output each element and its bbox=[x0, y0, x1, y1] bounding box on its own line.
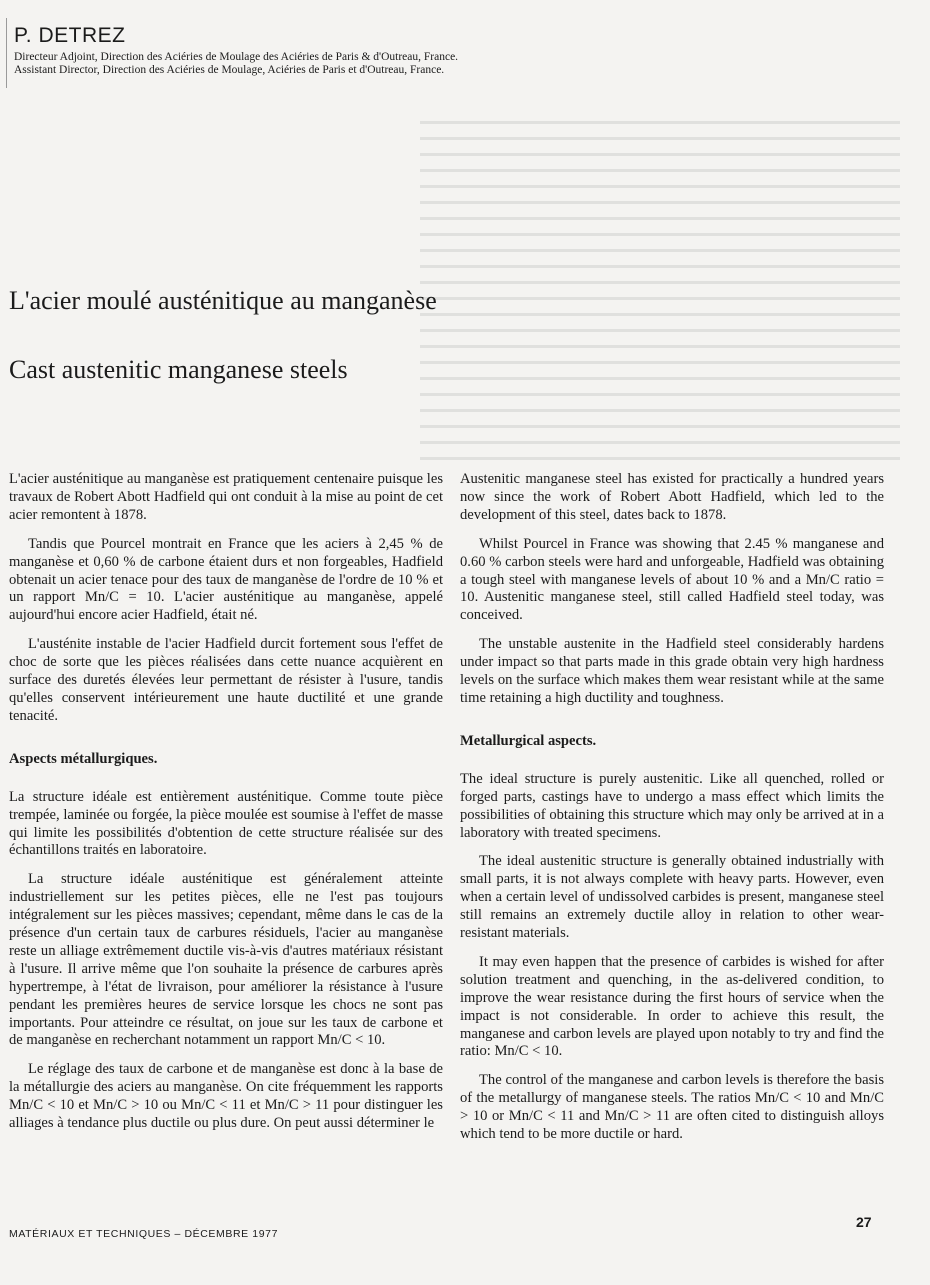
en-section-heading: Metallurgical aspects. bbox=[460, 732, 597, 749]
fr-paragraph-3: L'austénite instable de l'acier Hadfield durcit fortement sous l'effet de choc de sorte que les pièces réalisées dans cette nuance acquièrent en surface des duretés élevées leur permettant de résister à l'usure, tandis qu'elles conservent intérieurement une haute ductilité et une grande tenacité. bbox=[9, 636, 443, 724]
affiliation-english: Assistant Director, Direction des Aciéries de Moulage, Aciéries de Paris et d'Outreau, France. bbox=[14, 64, 445, 76]
en-paragraph-4: The ideal structure is purely austenitic. Like all quenched, rolled or forged parts, castings have to undergo a mass effect which limits the possibilities of obtaining this structure which may only be arrived at in a laboratory with treated specimens. bbox=[460, 770, 884, 841]
en-paragraph-2: Whilst Pourcel in France was showing that 2.45 % manganese and 0.60 % carbon steels were hard and unforgeable, Hadfield was obtaining a tough steel with manganese levels of about 10 % and a Mn/C ratio = 10. Austenitic manganese steel, still called Hadfield steel today, was conceived. bbox=[460, 535, 884, 624]
english-column bbox=[460, 471, 884, 1155]
fr-paragraph-1: L'acier austénitique au manganèse est pratiquement centenaire puisque les travaux de Robert Abott Hadfield qui ont conduit à la mise au point de cet acier remontent à 1878. bbox=[9, 471, 443, 523]
fr-paragraph-5: La structure idéale austénitique est généralement atteinte industriellement sur les petites pièces, elle ne l'est pas toujours intégralement sur les pièces massives; cependant, même dans le cas de la présence d'un certain taux de carbures résiduels, l'acier au manganèse reste un alliage extrêmement ductile vis-à-vis d'autres matériaux résistant à l'usure. Il arrive même que l'on souhaite la présence de carbures après hypertrempe, à l'état de livraison, pour améliorer la résistance à l'usure pendant les premières heures de service lorsque les chocs ne sont pas importants. Pour atteindre ce résultat, on joue sur les taux de carbone et de manganèse en recherchant notamment un rapport Mn/C < 10. bbox=[9, 871, 443, 1049]
author-name: P. DETREZ bbox=[14, 24, 126, 47]
en-paragraph-3: The unstable austenite in the Hadfield steel considerably hardens under impact so that parts made in this grade obtain very high hardness levels on the surface which makes them wear resistant while at the same time retaining a high ductility and toughness. bbox=[460, 636, 884, 706]
french-column bbox=[9, 471, 443, 1144]
fr-section-heading: Aspects métallurgiques. bbox=[9, 750, 158, 767]
fr-paragraph-2: Tandis que Pourcel montrait en France que les aciers à 2,45 % de manganèse et 0,60 % de carbone étaient durs et non forgeables, Hadfield obtenait un acier tenace pour des taux de manganèse de l'ordre de 10 % et un rapport Mn/C = 10. L'acier austénitique au manganèse, appelé aujourd'hui encore acier Hadfield, était né. bbox=[9, 535, 443, 624]
fr-paragraph-4: La structure idéale est entièrement austénitique. Comme toute pièce trempée, laminée ou forgée, la pièce moulée est soumise à l'effet de masse qui limite les possibilités d'obtention de cette structure réalisée sur des échantillons traités en laboratoire. bbox=[9, 788, 443, 859]
en-paragraph-6: It may even happen that the presence of carbides is wished for after solution treatment and quenching, in the as-delivered condition, to improve the wear resistance during the first hours of service when the impact is not considerable. In order to achieve this result, the manganese and carbon levels are played upon notably to try and find the ratio: Mn/C < 10. bbox=[460, 953, 884, 1060]
title-english: Cast austenitic manganese steels bbox=[9, 355, 348, 384]
title-french: L'acier moulé austénitique au manganèse bbox=[9, 286, 437, 315]
article-header bbox=[14, 24, 894, 77]
margin-rule bbox=[6, 18, 7, 88]
en-paragraph-1: Austenitic manganese steel has existed for practically a hundred years now since the work of Robert Abott Hadfield, which led to the development of this steel, dates back to 1878. bbox=[460, 471, 884, 523]
en-paragraph-7: The control of the manganese and carbon levels is therefore the basis of the metallurgy of manganese steels. The ratios Mn/C < 10 and Mn/C > 10 or Mn/C < 11 and Mn/C > 11 are often cited to distinguish alloys which tend to be more ductile or hard. bbox=[460, 1072, 884, 1143]
affiliation-french: Directeur Adjoint, Direction des Aciéries de Moulage des Aciéries de Paris & d'Outreau, France. bbox=[14, 51, 459, 63]
page-number: 27 bbox=[856, 1214, 872, 1230]
en-paragraph-5: The ideal austenitic structure is generally obtained industrially with small parts, it is not always complete with heavy parts. However, even when a certain level of undissolved carbides is present, manganese steel still remains an extremely ductile alloy in relation to other wear-resistant materials. bbox=[460, 853, 884, 942]
journal-footer: MATÉRIAUX ET TECHNIQUES – DÉCEMBRE 1977 bbox=[9, 1228, 279, 1240]
fr-paragraph-6: Le réglage des taux de carbone et de manganèse est donc à la base de la métallurgie des aciers au manganèse. On cite fréquemment les rapports Mn/C < 10 et Mn/C > 10 ou Mn/C < 11 et Mn/C > 11 pour distinguer les alliages à tendance plus ductile ou plus dure. On peut aussi déterminer le bbox=[9, 1061, 443, 1132]
